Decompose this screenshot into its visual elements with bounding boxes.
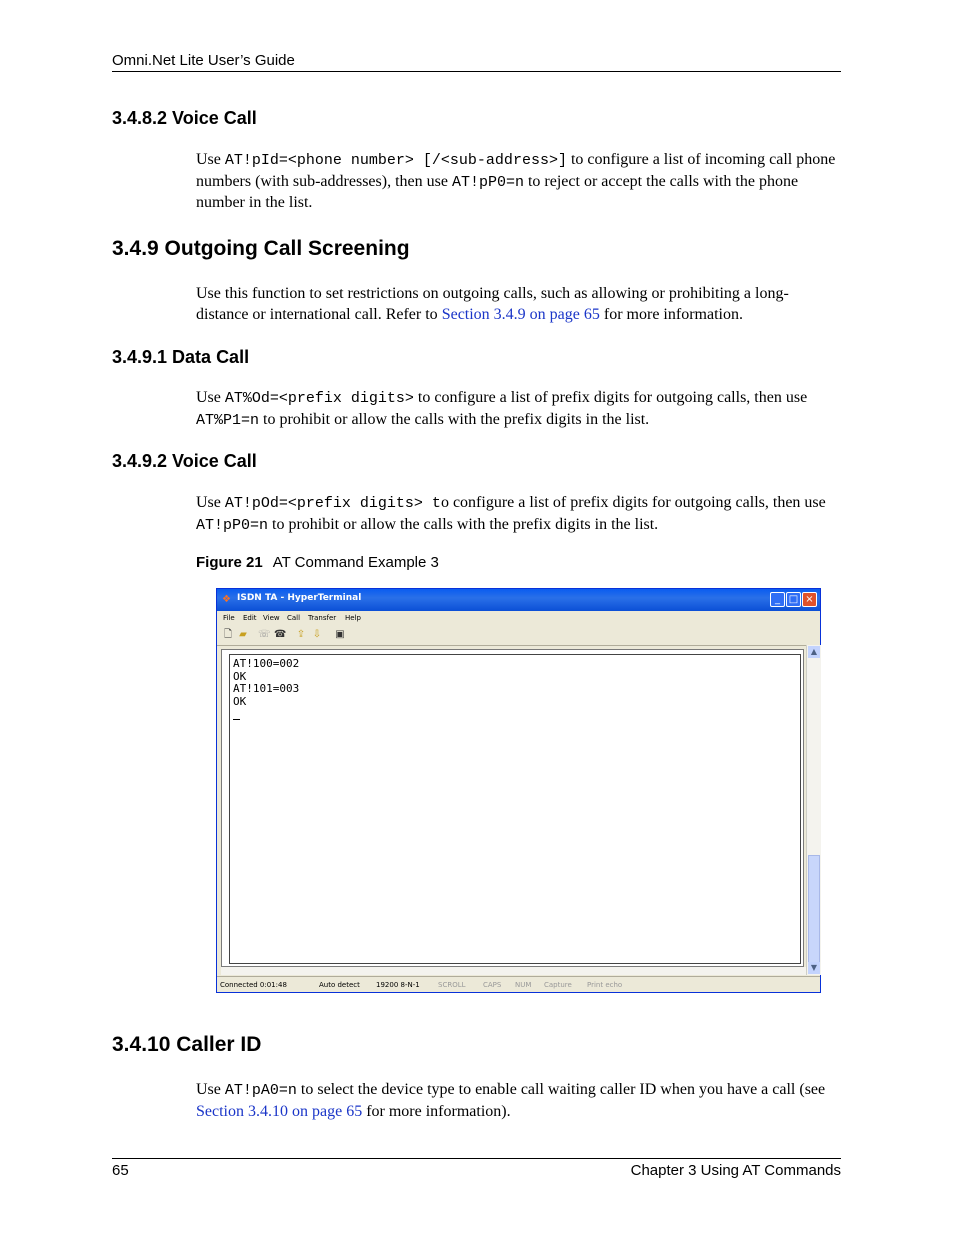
close-button[interactable]: × bbox=[802, 592, 817, 607]
figure-number: Figure 21 bbox=[196, 554, 263, 571]
status-caps: CAPS bbox=[483, 981, 502, 989]
code-span: AT%P1=n bbox=[196, 411, 260, 429]
paragraph-caller-id bbox=[196, 1080, 841, 1122]
status-print-echo: Print echo bbox=[587, 981, 623, 989]
heading-3-4-8-2: 3.4.8.2 Voice Call bbox=[112, 108, 257, 128]
terminal-line: OK bbox=[233, 669, 247, 683]
text-span: Use bbox=[196, 389, 225, 406]
properties-icon[interactable]: ▣ bbox=[335, 629, 345, 640]
terminal-line: OK bbox=[233, 695, 247, 709]
text-span: Use bbox=[196, 151, 225, 168]
status-settings: 19200 8-N-1 bbox=[376, 981, 420, 989]
footer-rule bbox=[112, 1158, 841, 1159]
heading-3-4-9-2: 3.4.9.2 Voice Call bbox=[112, 451, 257, 471]
text-span: Use bbox=[196, 1081, 225, 1098]
terminal-screen[interactable] bbox=[229, 654, 801, 964]
text-span: to reject or accept the calls with the phone number in the list. bbox=[196, 172, 799, 211]
heading-3-4-9-1: 3.4.9.1 Data Call bbox=[112, 347, 250, 367]
minimize-button[interactable]: _ bbox=[770, 592, 785, 607]
paragraph-voice-call-incoming bbox=[196, 150, 841, 214]
figure-title: AT Command Example 3 bbox=[272, 554, 439, 571]
text-span: to select the device type to enable call waiting caller ID when you have a call (see bbox=[296, 1081, 826, 1098]
send-icon[interactable]: ⇪ bbox=[296, 629, 306, 640]
window-title: ISDN TA - HyperTerminal bbox=[237, 593, 362, 603]
menu-bar bbox=[217, 611, 820, 625]
heading-3-4-10: 3.4.10 Caller ID bbox=[112, 1033, 262, 1056]
status-scroll: SCROLL bbox=[438, 981, 466, 989]
text-span: to prohibit or allow the calls with the prefix digits in the list. bbox=[259, 410, 650, 428]
text-cursor bbox=[233, 719, 240, 720]
paragraph-outgoing-screening bbox=[196, 284, 841, 325]
figure-caption bbox=[196, 554, 439, 571]
horizontal-scroll-track bbox=[221, 967, 806, 975]
scroll-down-icon[interactable]: ▼ bbox=[808, 962, 820, 974]
text-span: to configure a list of prefix digits for outgoing calls, then use bbox=[413, 389, 808, 406]
new-icon[interactable]: 🗋 bbox=[223, 629, 233, 640]
paragraph-voice-call-outgoing bbox=[196, 493, 841, 536]
maximize-button[interactable]: □ bbox=[786, 592, 801, 607]
menu-edit[interactable]: Edit bbox=[243, 614, 257, 622]
vertical-scrollbar[interactable] bbox=[806, 645, 821, 975]
disconnect-icon[interactable]: ☎ bbox=[274, 629, 287, 640]
menu-transfer[interactable]: Transfer bbox=[308, 614, 337, 622]
hyperterminal-window bbox=[216, 588, 821, 993]
guide-title: Omni.Net Lite User’s Guide bbox=[112, 52, 295, 69]
scroll-thumb[interactable] bbox=[808, 855, 820, 963]
terminal-line: AT!100=002 bbox=[233, 657, 300, 670]
text-span: for more information). bbox=[362, 1102, 511, 1120]
chapter-title: Chapter 3 Using AT Commands bbox=[630, 1162, 841, 1179]
scroll-up-icon[interactable]: ▲ bbox=[808, 646, 820, 658]
code-span: AT!pP0=n bbox=[451, 173, 524, 191]
status-num: NUM bbox=[515, 981, 532, 989]
receive-icon[interactable]: ⇩ bbox=[312, 629, 322, 640]
section-link-3-4-9[interactable]: Section 3.4.9 on page 65 bbox=[441, 305, 600, 323]
text-span: o configure a list of prefix digits for outgoing calls, then use bbox=[440, 494, 826, 511]
code-span: AT!pP0=n bbox=[196, 516, 269, 534]
menu-call[interactable]: Call bbox=[287, 614, 301, 622]
section-link-3-4-10[interactable]: Section 3.4.10 on page 65 bbox=[196, 1102, 363, 1120]
code-span: AT!pId=<phone number> [/<sub-address>] bbox=[224, 152, 567, 169]
text-span: to prohibit or allow the calls with the prefix digits in the list. bbox=[268, 515, 659, 533]
menu-file[interactable]: File bbox=[223, 614, 235, 622]
paragraph-data-call bbox=[196, 388, 841, 431]
menu-view[interactable]: View bbox=[263, 614, 280, 622]
text-span: Use this function to set restrictions on outgoing calls, such as allowing or prohibiting a long-distance or international call. Refer to bbox=[196, 285, 789, 323]
text-span: to configure a list of incoming call phone numbers (with sub-addresses), then use bbox=[196, 151, 836, 190]
code-span: AT!pA0=n bbox=[224, 1082, 297, 1099]
status-detect: Auto detect bbox=[319, 981, 360, 989]
status-connected: Connected 0:01:48 bbox=[220, 981, 287, 989]
title-bar[interactable] bbox=[217, 589, 820, 611]
header-rule bbox=[112, 71, 841, 72]
code-span: AT%Od=<prefix digits> bbox=[224, 390, 414, 407]
page-number: 65 bbox=[112, 1162, 129, 1179]
open-icon[interactable]: ▰ bbox=[239, 629, 247, 640]
menu-help[interactable]: Help bbox=[345, 614, 361, 622]
connect-icon[interactable]: ☏ bbox=[258, 629, 271, 640]
hyperterminal-icon: ❖ bbox=[222, 594, 231, 605]
code-span: AT!pOd=<prefix digits> t bbox=[224, 495, 441, 512]
terminal-line: AT!101=003 bbox=[233, 682, 300, 696]
status-capture: Capture bbox=[544, 981, 572, 989]
terminal-area[interactable] bbox=[221, 649, 804, 967]
heading-3-4-9: 3.4.9 Outgoing Call Screening bbox=[112, 237, 410, 260]
status-bar bbox=[217, 976, 820, 993]
toolbar bbox=[217, 625, 820, 646]
text-span: for more information. bbox=[599, 305, 743, 323]
text-span: Use bbox=[196, 494, 225, 511]
